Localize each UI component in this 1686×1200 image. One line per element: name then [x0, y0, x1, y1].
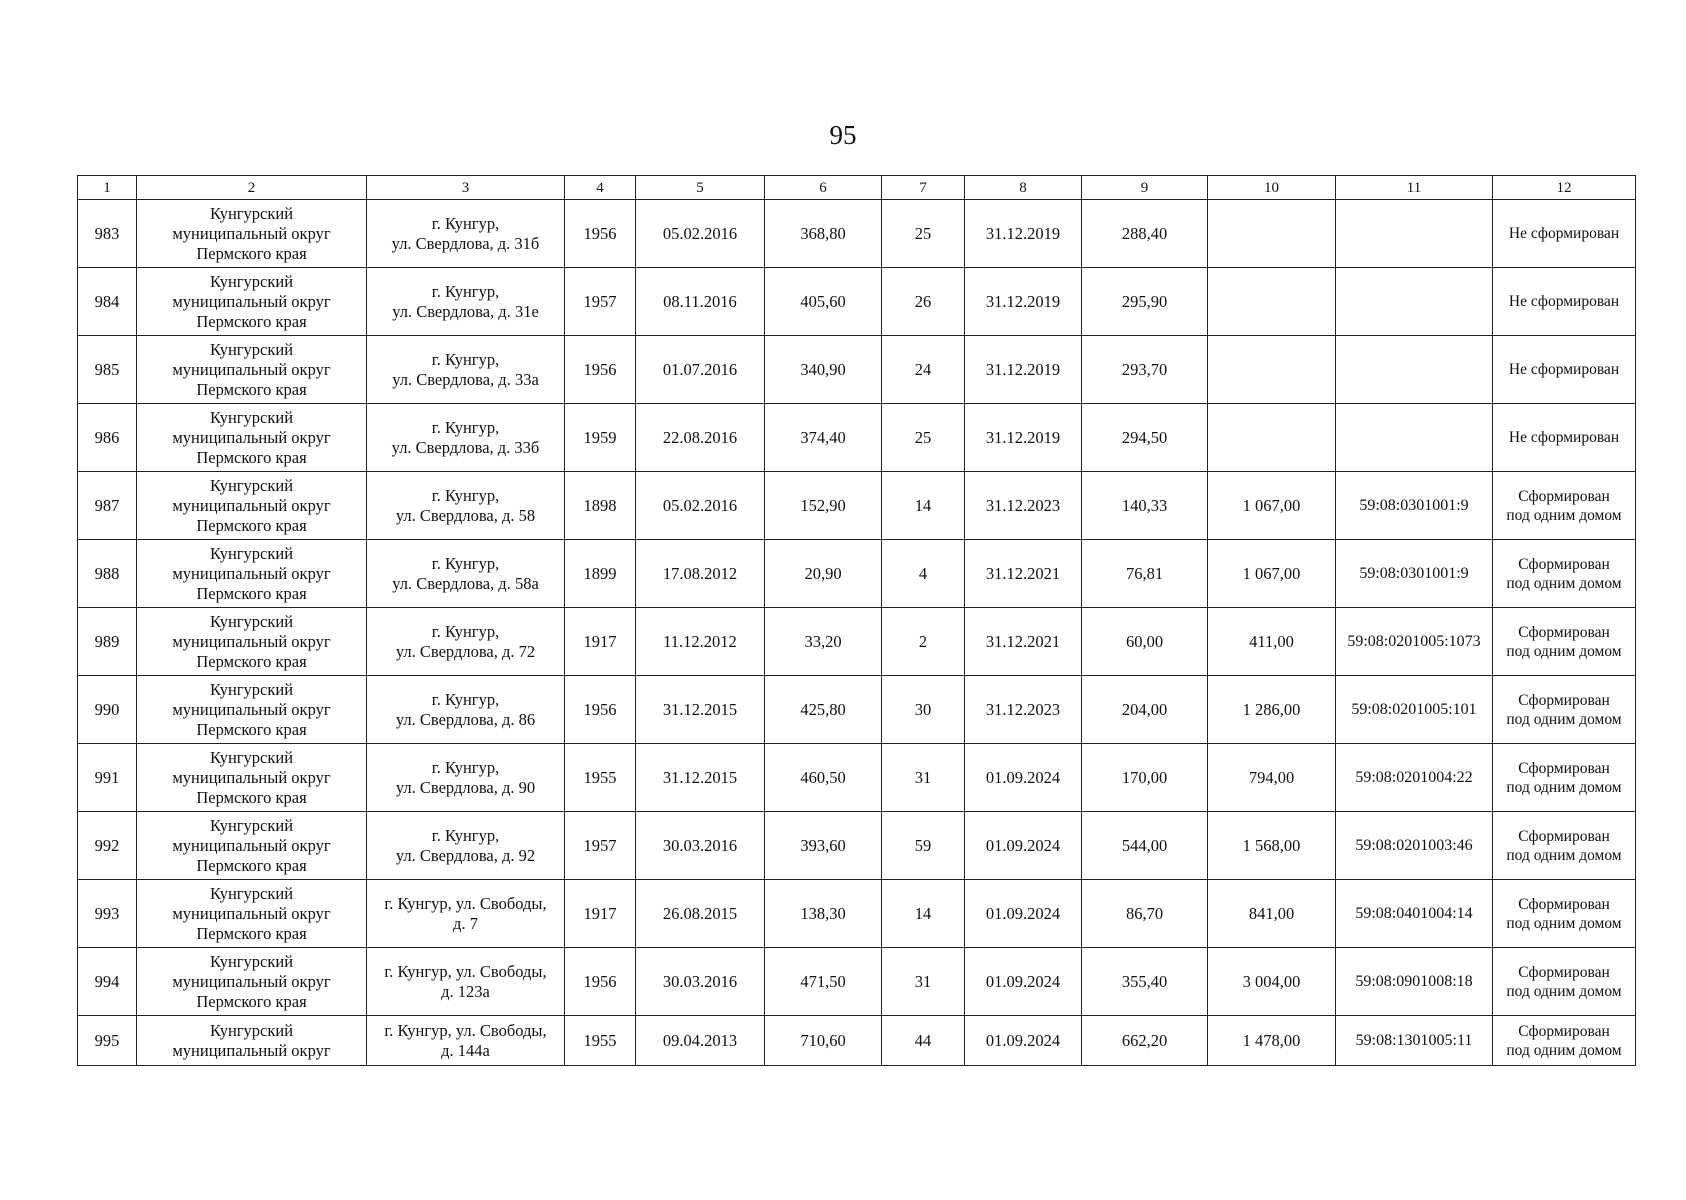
cell-line: Пермского края [196, 651, 307, 671]
area-cell: 140,33 [1082, 472, 1208, 540]
land-status-cell [1493, 540, 1636, 608]
cell-line: Сформирован [1518, 759, 1610, 777]
area-cell: 368,80 [765, 200, 882, 268]
municipality-cell [137, 404, 367, 472]
cadastral-number-cell: 59:08:0401004:14 [1336, 880, 1493, 948]
land-area-cell: 1 478,00 [1208, 1016, 1336, 1066]
land-status-cell [1493, 336, 1636, 404]
cell-line: муниципальный округ [172, 563, 331, 583]
cell-line: Сформирован [1518, 487, 1610, 505]
date-cell: 01.09.2024 [965, 880, 1082, 948]
table-row [78, 268, 1636, 336]
row-number-cell: 985 [78, 336, 137, 404]
column-header: 5 [636, 176, 765, 200]
area-cell: 425,80 [765, 676, 882, 744]
cell-line: Кунгурский [209, 815, 294, 835]
cell-line: муниципальный округ [172, 495, 331, 515]
cell-line: Пермского края [196, 787, 307, 807]
address-cell [367, 268, 565, 336]
cell-line: г. Кунгур, [431, 553, 500, 573]
area-cell: 76,81 [1082, 540, 1208, 608]
residents-cell: 31 [882, 744, 965, 812]
build-year-cell: 1957 [565, 268, 636, 336]
cadastral-number-cell: 59:08:0201003:46 [1336, 812, 1493, 880]
cadastral-number-cell: 59:08:0301001:9 [1336, 540, 1493, 608]
date-cell: 31.12.2023 [965, 472, 1082, 540]
cell-line: г. Кунгур, ул. Свободы, [384, 961, 547, 981]
table-row [78, 472, 1636, 540]
build-year-cell: 1956 [565, 676, 636, 744]
cell-line: муниципальный округ [172, 359, 331, 379]
table-row [78, 200, 1636, 268]
land-status-cell [1493, 200, 1636, 268]
table-row [78, 676, 1636, 744]
build-year-cell: 1956 [565, 948, 636, 1016]
address-cell [367, 540, 565, 608]
cell-line: ул. Свердлова, д. 33а [392, 369, 539, 389]
column-header: 12 [1493, 176, 1636, 200]
column-header: 4 [565, 176, 636, 200]
municipality-cell [137, 200, 367, 268]
cell-line: Сформирован [1518, 1022, 1610, 1040]
table-row [78, 880, 1636, 948]
area-cell: 295,90 [1082, 268, 1208, 336]
cell-line: г. Кунгур, ул. Свободы, [384, 893, 547, 913]
cell-line: г. Кунгур, ул. Свободы, [384, 1020, 547, 1040]
cell-line: муниципальный округ [172, 699, 331, 719]
table-row [78, 744, 1636, 812]
column-header: 6 [765, 176, 882, 200]
date-cell: 17.08.2012 [636, 540, 765, 608]
cell-line: Пермского края [196, 311, 307, 331]
cell-line: Кунгурский [209, 951, 294, 971]
cell-line: г. Кунгур, [431, 757, 500, 777]
cell-line: г. Кунгур, [431, 825, 500, 845]
area-cell: 294,50 [1082, 404, 1208, 472]
land-area-cell: 1 286,00 [1208, 676, 1336, 744]
land-status-cell [1493, 812, 1636, 880]
land-area-cell: 1 067,00 [1208, 472, 1336, 540]
cell-line: Пермского края [196, 923, 307, 943]
residents-cell: 24 [882, 336, 965, 404]
column-number-row [78, 176, 1636, 200]
land-status-cell [1493, 472, 1636, 540]
column-header: 9 [1082, 176, 1208, 200]
build-year-cell: 1899 [565, 540, 636, 608]
address-cell [367, 336, 565, 404]
column-header: 7 [882, 176, 965, 200]
cell-line: Пермского края [196, 583, 307, 603]
cell-line: Кунгурский [209, 339, 294, 359]
land-area-cell: 3 004,00 [1208, 948, 1336, 1016]
cell-line: ул. Свердлова, д. 86 [395, 709, 536, 729]
area-cell: 293,70 [1082, 336, 1208, 404]
row-number-cell: 994 [78, 948, 137, 1016]
cell-line: под одним домом [1506, 914, 1622, 932]
date-cell: 09.04.2013 [636, 1016, 765, 1066]
row-number-cell: 989 [78, 608, 137, 676]
cadastral-number-cell [1336, 336, 1493, 404]
cadastral-number-cell: 59:08:0901008:18 [1336, 948, 1493, 1016]
row-number-cell: 988 [78, 540, 137, 608]
land-status-cell [1493, 744, 1636, 812]
housing-register-table [77, 175, 1636, 1066]
land-area-cell [1208, 336, 1336, 404]
residents-cell: 14 [882, 472, 965, 540]
cell-line: муниципальный округ [172, 427, 331, 447]
cell-line: ул. Свердлова, д. 58 [395, 505, 536, 525]
date-cell: 01.09.2024 [965, 744, 1082, 812]
cell-line: ул. Свердлова, д. 58а [392, 573, 539, 593]
cell-line: под одним домом [1506, 506, 1622, 524]
cell-line: Кунгурский [209, 203, 294, 223]
area-cell: 460,50 [765, 744, 882, 812]
land-area-cell [1208, 268, 1336, 336]
date-cell: 11.12.2012 [636, 608, 765, 676]
cell-line: Кунгурский [209, 611, 294, 631]
land-status-cell [1493, 268, 1636, 336]
table-row [78, 1016, 1636, 1066]
cell-line: муниципальный округ [172, 1040, 331, 1060]
municipality-cell [137, 608, 367, 676]
land-area-cell: 1 067,00 [1208, 540, 1336, 608]
date-cell: 08.11.2016 [636, 268, 765, 336]
address-cell [367, 404, 565, 472]
cell-line: муниципальный округ [172, 631, 331, 651]
build-year-cell: 1956 [565, 336, 636, 404]
cell-line: Сформирован [1518, 827, 1610, 845]
cell-line: г. Кунгур, [431, 281, 500, 301]
cell-line: г. Кунгур, [431, 689, 500, 709]
build-year-cell: 1898 [565, 472, 636, 540]
date-cell: 30.03.2016 [636, 812, 765, 880]
row-number-cell: 995 [78, 1016, 137, 1066]
cell-line: Сформирован [1518, 963, 1610, 981]
table-row [78, 540, 1636, 608]
residents-cell: 4 [882, 540, 965, 608]
cell-line: г. Кунгур, [431, 417, 500, 437]
cell-line: Пермского края [196, 379, 307, 399]
municipality-cell [137, 812, 367, 880]
row-number-cell: 992 [78, 812, 137, 880]
cell-line: под одним домом [1506, 710, 1622, 728]
area-cell: 288,40 [1082, 200, 1208, 268]
cell-line: муниципальный округ [172, 971, 331, 991]
table-row [78, 336, 1636, 404]
cell-line: Не сформирован [1508, 429, 1620, 446]
date-cell: 31.12.2021 [965, 608, 1082, 676]
table-row [78, 404, 1636, 472]
cell-line: Пермского края [196, 515, 307, 535]
date-cell: 31.12.2019 [965, 404, 1082, 472]
date-cell: 22.08.2016 [636, 404, 765, 472]
municipality-cell [137, 880, 367, 948]
cell-line: Кунгурский [209, 1020, 294, 1040]
area-cell: 374,40 [765, 404, 882, 472]
cell-line: Кунгурский [209, 271, 294, 291]
municipality-cell [137, 676, 367, 744]
row-number-cell: 983 [78, 200, 137, 268]
area-cell: 405,60 [765, 268, 882, 336]
column-header: 11 [1336, 176, 1493, 200]
date-cell: 01.09.2024 [965, 948, 1082, 1016]
cadastral-number-cell [1336, 200, 1493, 268]
table-row [78, 948, 1636, 1016]
residents-cell: 30 [882, 676, 965, 744]
cell-line: Кунгурский [209, 475, 294, 495]
date-cell: 31.12.2015 [636, 676, 765, 744]
cell-line: д. 123а [441, 981, 490, 1001]
row-number-cell: 990 [78, 676, 137, 744]
date-cell: 31.12.2019 [965, 200, 1082, 268]
cell-line: муниципальный округ [172, 223, 331, 243]
land-area-cell: 841,00 [1208, 880, 1336, 948]
cell-line: г. Кунгур, [431, 485, 500, 505]
residents-cell: 2 [882, 608, 965, 676]
cell-line: Кунгурский [209, 883, 294, 903]
cell-line: Сформирован [1518, 555, 1610, 573]
date-cell: 01.09.2024 [965, 1016, 1082, 1066]
cell-line: Не сформирован [1508, 293, 1620, 310]
cell-line: муниципальный округ [172, 767, 331, 787]
cell-line: ул. Свердлова, д. 72 [395, 641, 536, 661]
area-cell: 60,00 [1082, 608, 1208, 676]
municipality-cell [137, 948, 367, 1016]
cadastral-number-cell [1336, 268, 1493, 336]
build-year-cell: 1959 [565, 404, 636, 472]
address-cell [367, 812, 565, 880]
build-year-cell: 1957 [565, 812, 636, 880]
land-status-cell [1493, 676, 1636, 744]
cadastral-number-cell: 59:08:0301001:9 [1336, 472, 1493, 540]
area-cell: 152,90 [765, 472, 882, 540]
build-year-cell: 1917 [565, 608, 636, 676]
municipality-cell [137, 540, 367, 608]
cell-line: Не сформирован [1508, 225, 1620, 242]
area-cell: 170,00 [1082, 744, 1208, 812]
cell-line: под одним домом [1506, 846, 1622, 864]
municipality-cell [137, 268, 367, 336]
cell-line: Кунгурский [209, 679, 294, 699]
residents-cell: 44 [882, 1016, 965, 1066]
cell-line: муниципальный округ [172, 291, 331, 311]
municipality-cell [137, 744, 367, 812]
land-area-cell: 794,00 [1208, 744, 1336, 812]
row-number-cell: 984 [78, 268, 137, 336]
cell-line: ул. Свердлова, д. 33б [391, 437, 540, 457]
build-year-cell: 1955 [565, 1016, 636, 1066]
cell-line: Кунгурский [209, 747, 294, 767]
cell-line: Не сформирован [1508, 361, 1620, 378]
address-cell [367, 608, 565, 676]
cell-line: Пермского края [196, 243, 307, 263]
area-cell: 204,00 [1082, 676, 1208, 744]
date-cell: 05.02.2016 [636, 200, 765, 268]
cell-line: Сформирован [1518, 691, 1610, 709]
date-cell: 01.09.2024 [965, 812, 1082, 880]
area-cell: 33,20 [765, 608, 882, 676]
area-cell: 20,90 [765, 540, 882, 608]
area-cell: 710,60 [765, 1016, 882, 1066]
area-cell: 138,30 [765, 880, 882, 948]
cell-line: под одним домом [1506, 982, 1622, 1000]
address-cell [367, 472, 565, 540]
row-number-cell: 986 [78, 404, 137, 472]
cell-line: ул. Свердлова, д. 90 [395, 777, 536, 797]
date-cell: 31.12.2023 [965, 676, 1082, 744]
date-cell: 31.12.2021 [965, 540, 1082, 608]
municipality-cell [137, 1016, 367, 1066]
area-cell: 662,20 [1082, 1016, 1208, 1066]
cell-line: Сформирован [1518, 623, 1610, 641]
cell-line: под одним домом [1506, 1041, 1622, 1059]
date-cell: 31.12.2015 [636, 744, 765, 812]
cell-line: Пермского края [196, 991, 307, 1011]
cell-line: г. Кунгур, [431, 349, 500, 369]
column-header: 10 [1208, 176, 1336, 200]
column-header: 8 [965, 176, 1082, 200]
land-status-cell [1493, 404, 1636, 472]
cell-line: г. Кунгур, [431, 213, 500, 233]
cell-line: д. 7 [453, 913, 478, 933]
land-status-cell [1493, 608, 1636, 676]
row-number-cell: 993 [78, 880, 137, 948]
cell-line: Пермского края [196, 447, 307, 467]
date-cell: 26.08.2015 [636, 880, 765, 948]
area-cell: 340,90 [765, 336, 882, 404]
build-year-cell: 1955 [565, 744, 636, 812]
land-area-cell [1208, 404, 1336, 472]
residents-cell: 14 [882, 880, 965, 948]
table-row [78, 812, 1636, 880]
date-cell: 31.12.2019 [965, 268, 1082, 336]
land-status-cell [1493, 948, 1636, 1016]
area-cell: 355,40 [1082, 948, 1208, 1016]
residents-cell: 25 [882, 200, 965, 268]
land-area-cell [1208, 200, 1336, 268]
row-number-cell: 987 [78, 472, 137, 540]
land-status-cell [1493, 1016, 1636, 1066]
address-cell [367, 880, 565, 948]
cell-line: под одним домом [1506, 778, 1622, 796]
land-area-cell: 1 568,00 [1208, 812, 1336, 880]
cell-line: г. Кунгур, [431, 621, 500, 641]
build-year-cell: 1917 [565, 880, 636, 948]
cadastral-number-cell: 59:08:0201004:22 [1336, 744, 1493, 812]
cadastral-number-cell [1336, 404, 1493, 472]
cell-line: Пермского края [196, 855, 307, 875]
cadastral-number-cell: 59:08:0201005:1073 [1336, 608, 1493, 676]
residents-cell: 59 [882, 812, 965, 880]
cell-line: ул. Свердлова, д. 92 [395, 845, 536, 865]
address-cell [367, 1016, 565, 1066]
cell-line: муниципальный округ [172, 835, 331, 855]
cell-line: Кунгурский [209, 543, 294, 563]
address-cell [367, 744, 565, 812]
column-header: 2 [137, 176, 367, 200]
residents-cell: 26 [882, 268, 965, 336]
address-cell [367, 676, 565, 744]
cell-line: д. 144а [441, 1040, 490, 1060]
cell-line: Кунгурский [209, 407, 294, 427]
cadastral-number-cell: 59:08:0201005:101 [1336, 676, 1493, 744]
date-cell: 31.12.2019 [965, 336, 1082, 404]
residents-cell: 25 [882, 404, 965, 472]
address-cell [367, 948, 565, 1016]
cell-line: ул. Свердлова, д. 31е [392, 301, 539, 321]
column-header: 1 [78, 176, 137, 200]
land-area-cell: 411,00 [1208, 608, 1336, 676]
cell-line: Сформирован [1518, 895, 1610, 913]
area-cell: 544,00 [1082, 812, 1208, 880]
municipality-cell [137, 336, 367, 404]
date-cell: 01.07.2016 [636, 336, 765, 404]
address-cell [367, 200, 565, 268]
cell-line: ул. Свердлова, д. 31б [391, 233, 540, 253]
municipality-cell [137, 472, 367, 540]
cell-line: муниципальный округ [172, 903, 331, 923]
date-cell: 30.03.2016 [636, 948, 765, 1016]
cell-line: под одним домом [1506, 574, 1622, 592]
column-header: 3 [367, 176, 565, 200]
cadastral-number-cell: 59:08:1301005:11 [1336, 1016, 1493, 1066]
date-cell: 05.02.2016 [636, 472, 765, 540]
residents-cell: 31 [882, 948, 965, 1016]
land-status-cell [1493, 880, 1636, 948]
area-cell: 86,70 [1082, 880, 1208, 948]
page-number: 95 [829, 120, 857, 150]
area-cell: 471,50 [765, 948, 882, 1016]
cell-line: Пермского края [196, 719, 307, 739]
table-row [78, 608, 1636, 676]
cell-line: под одним домом [1506, 642, 1622, 660]
build-year-cell: 1956 [565, 200, 636, 268]
row-number-cell: 991 [78, 744, 137, 812]
area-cell: 393,60 [765, 812, 882, 880]
